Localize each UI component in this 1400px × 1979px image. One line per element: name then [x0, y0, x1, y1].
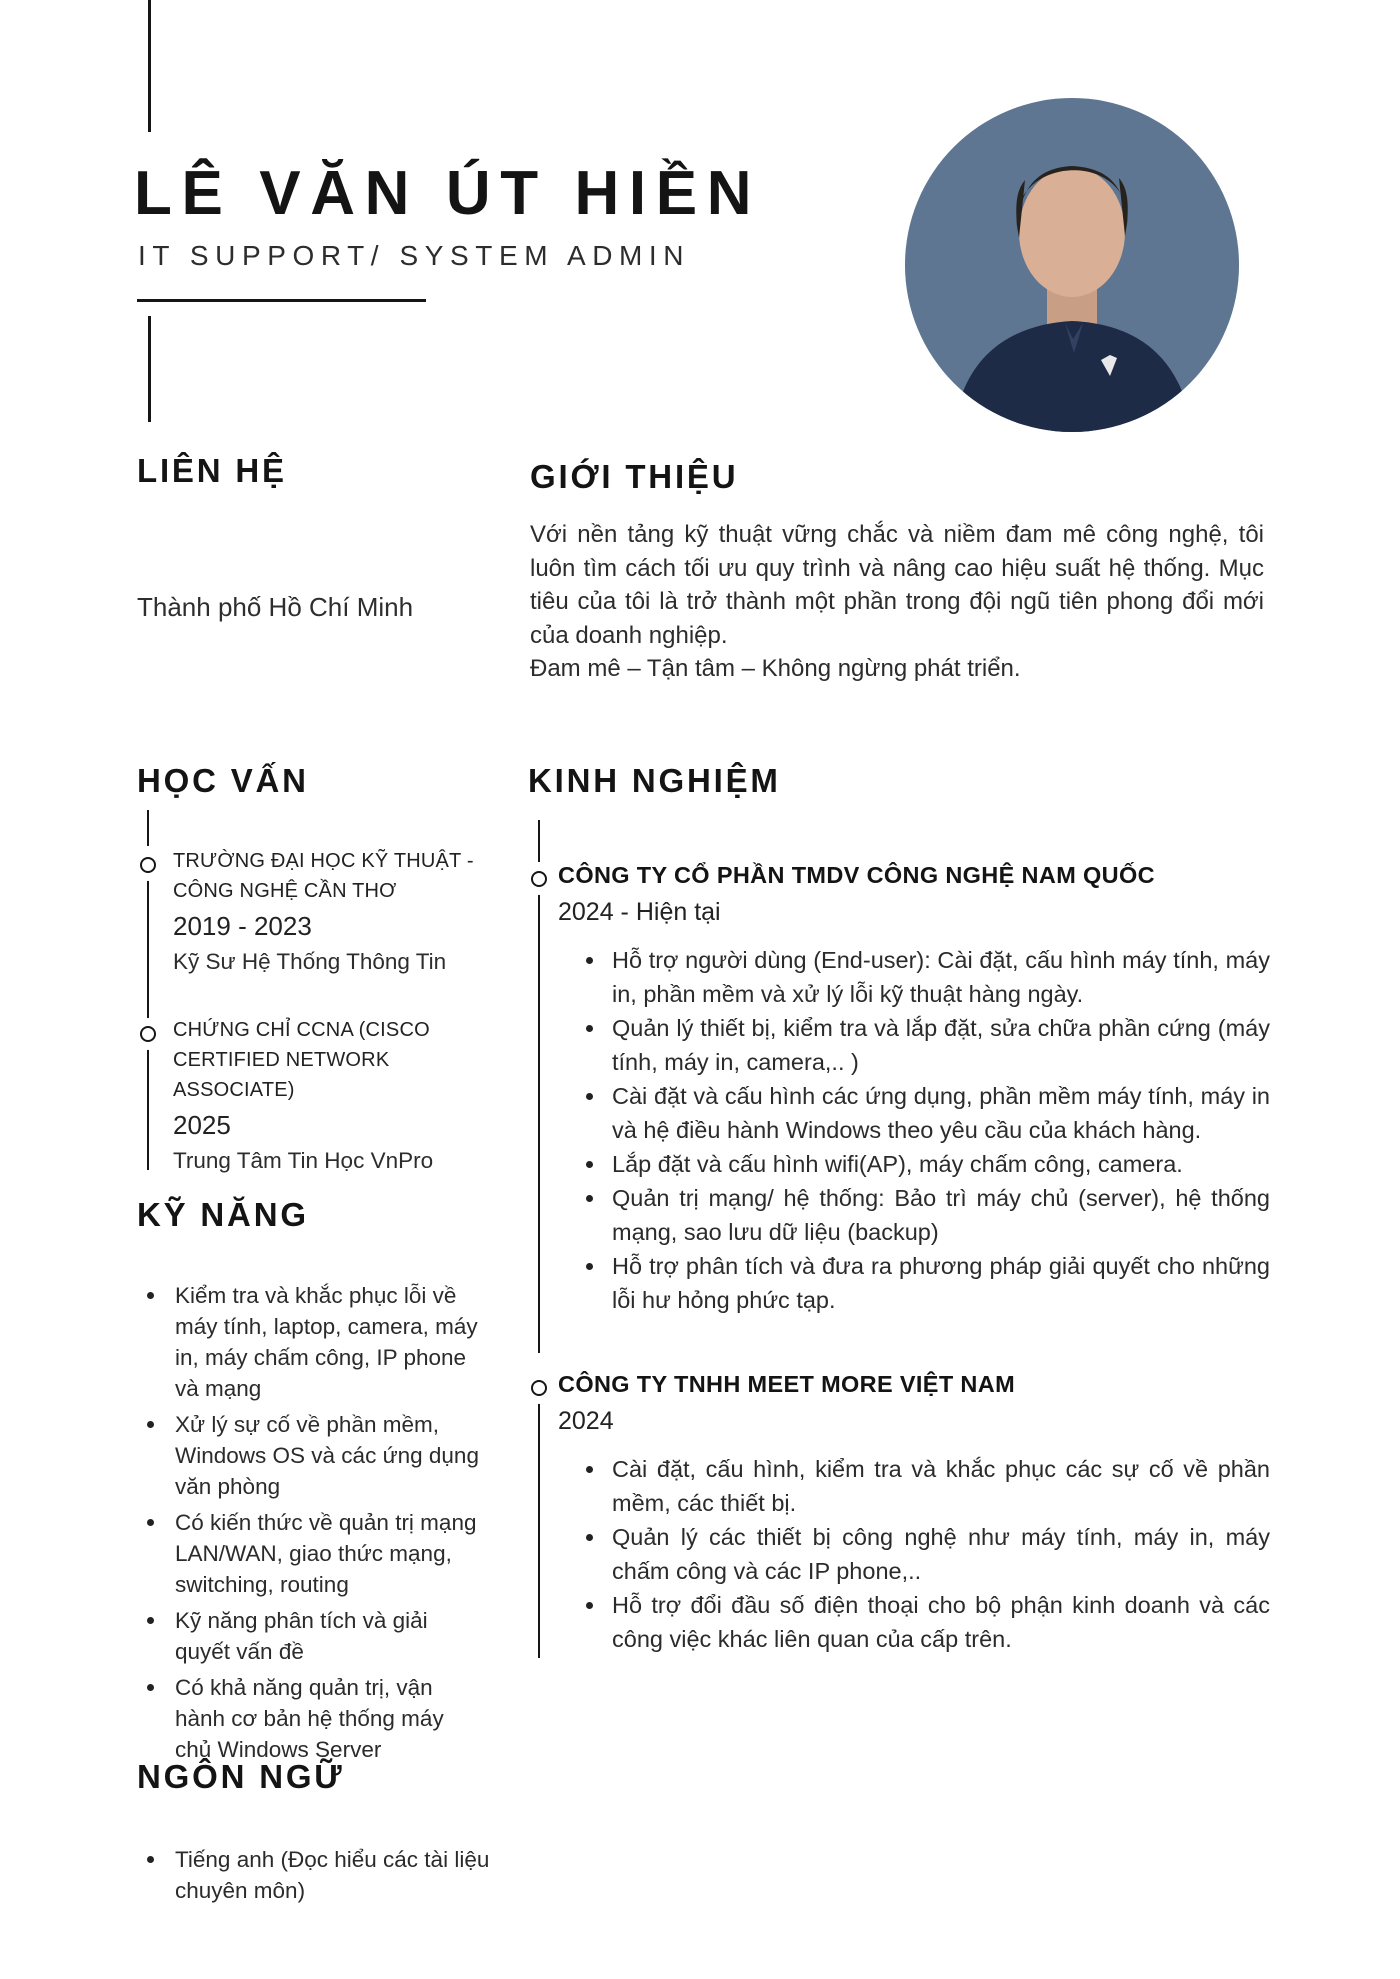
contact-section	[137, 452, 467, 623]
skills-section	[137, 1196, 482, 1770]
timeline-dot-icon	[140, 857, 156, 873]
timeline-dot-icon	[531, 1380, 547, 1396]
timeline-dot-icon	[140, 1026, 156, 1042]
contact-location: Thành phố Hồ Chí Minh	[137, 592, 414, 622]
experience-bullet: Hỗ trợ người dùng (End-user): Cài đặt, cấu hình máy tính, máy in, phần mềm và xử lý lỗi kỹ thuật hàng ngày.	[558, 943, 1270, 1011]
education-school: CHỨNG CHỈ CCNA (CISCO CERTIFIED NETWORK ASSOCIATE)	[173, 1019, 430, 1101]
contact-heading: LIÊN HỆ	[137, 452, 287, 489]
skill-item: Kiểm tra và khắc phục lỗi về máy tính, laptop, camera, máy in, máy chấm công, IP phone và mạng	[137, 1280, 482, 1404]
education-years: 2019 - 2023	[173, 911, 312, 941]
education-section	[137, 762, 495, 1214]
education-heading: HỌC VẤN	[137, 762, 309, 799]
education-years: 2025	[173, 1110, 231, 1140]
skill-item: Xử lý sự cố về phần mềm, Windows OS và các ứng dụng văn phòng	[137, 1409, 482, 1502]
experience-bullet: Lắp đặt và cấu hình wifi(AP), máy chấm công, camera.	[558, 1147, 1270, 1181]
timeline-lead-line	[538, 820, 541, 862]
experience-bullet: Quản trị mạng/ hệ thống: Bảo trì máy chủ (server), hệ thống mạng, sao lưu dữ liệu (backup)	[558, 1181, 1270, 1249]
decorative-line-top	[148, 0, 151, 132]
timeline-lead-line	[147, 810, 150, 846]
profile-photo-illustration	[905, 98, 1239, 432]
experience-bullet: Hỗ trợ phân tích và đưa ra phương pháp giải quyết cho những lỗi hư hỏng phức tạp.	[558, 1249, 1270, 1317]
education-entry	[137, 1015, 495, 1174]
experience-entry	[528, 1371, 1270, 1656]
skill-item: Kỹ năng phân tích và giải quyết vấn đề	[137, 1605, 482, 1667]
skills-list	[137, 1280, 482, 1765]
about-section	[530, 458, 1264, 686]
experience-company: CÔNG TY CỔ PHẦN TMDV CÔNG NGHỆ NAM QUỐC	[558, 862, 1155, 888]
languages-list	[137, 1844, 537, 1906]
education-degree: Trung Tâm Tin Học VnPro	[173, 1148, 434, 1173]
skill-item: Có kiến thức về quản trị mạng LAN/WAN, giao thức mạng, switching, routing	[137, 1507, 482, 1600]
experience-bullet-list	[558, 1452, 1270, 1656]
experience-bullet: Quản lý thiết bị, kiểm tra và lắp đặt, sửa chữa phần cứng (máy tính, máy in, camera,.. )	[558, 1011, 1270, 1079]
experience-heading: KINH NGHIỆM	[528, 762, 781, 799]
experience-bullet: Hỗ trợ đổi đầu số điện thoại cho bộ phận kinh doanh và các công việc khác liên quan của cấp trên.	[558, 1588, 1270, 1656]
experience-section	[528, 762, 1270, 1710]
about-heading: GIỚI THIỆU	[530, 458, 739, 495]
experience-bullet-list	[558, 943, 1270, 1317]
experience-bullet: Quản lý các thiết bị công nghệ như máy tính, máy in, máy chấm công và các IP phone,..	[558, 1520, 1270, 1588]
education-entry	[137, 846, 495, 975]
experience-period: 2024	[558, 1407, 614, 1435]
education-school: TRƯỜNG ĐẠI HỌC KỸ THUẬT - CÔNG NGHỆ CẦN THƠ	[173, 850, 474, 902]
languages-heading: NGÔN NGỮ	[137, 1758, 345, 1795]
language-item: Tiếng anh (Đọc hiểu các tài liệu chuyên môn)	[137, 1844, 537, 1906]
timeline-dot-icon	[531, 871, 547, 887]
candidate-job-title: IT SUPPORT/ SYSTEM ADMIN	[138, 240, 691, 271]
experience-bullet: Cài đặt và cấu hình các ứng dụng, phần mềm máy tính, máy in và hệ điều hành Windows theo yêu cầu của khách hàng.	[558, 1079, 1270, 1147]
decorative-line-mid	[148, 316, 151, 422]
candidate-name: LÊ VĂN ÚT HIỀN	[134, 159, 762, 228]
about-motto: Đam mê – Tận tâm – Không ngừng phát triển.	[530, 655, 1021, 682]
languages-section	[137, 1758, 537, 1911]
skill-item: Có khả năng quản trị, vận hành cơ bản hệ thống máy chủ Windows Server	[137, 1672, 482, 1765]
education-degree: Kỹ Sư Hệ Thống Thông Tin	[173, 949, 447, 974]
experience-bullet: Cài đặt, cấu hình, kiểm tra và khắc phục các sự cố về phần mềm, các thiết bị.	[558, 1452, 1270, 1520]
experience-period: 2024 - Hiện tại	[558, 898, 721, 926]
header-divider	[137, 299, 426, 302]
experience-entry	[528, 862, 1270, 1317]
profile-photo	[905, 98, 1239, 432]
skills-heading: KỸ NĂNG	[137, 1196, 309, 1233]
about-paragraph: Với nền tảng kỹ thuật vững chắc và niềm đam mê công nghệ, tôi luôn tìm cách tối ưu quy trình và nâng cao hiệu suất hệ thống. Mục tiêu của tôi là trở thành một phần trong đội ngũ tiên phong đổi mới của doanh nghiệp.	[530, 521, 1264, 649]
experience-company: CÔNG TY TNHH MEET MORE VIỆT NAM	[558, 1371, 1016, 1397]
